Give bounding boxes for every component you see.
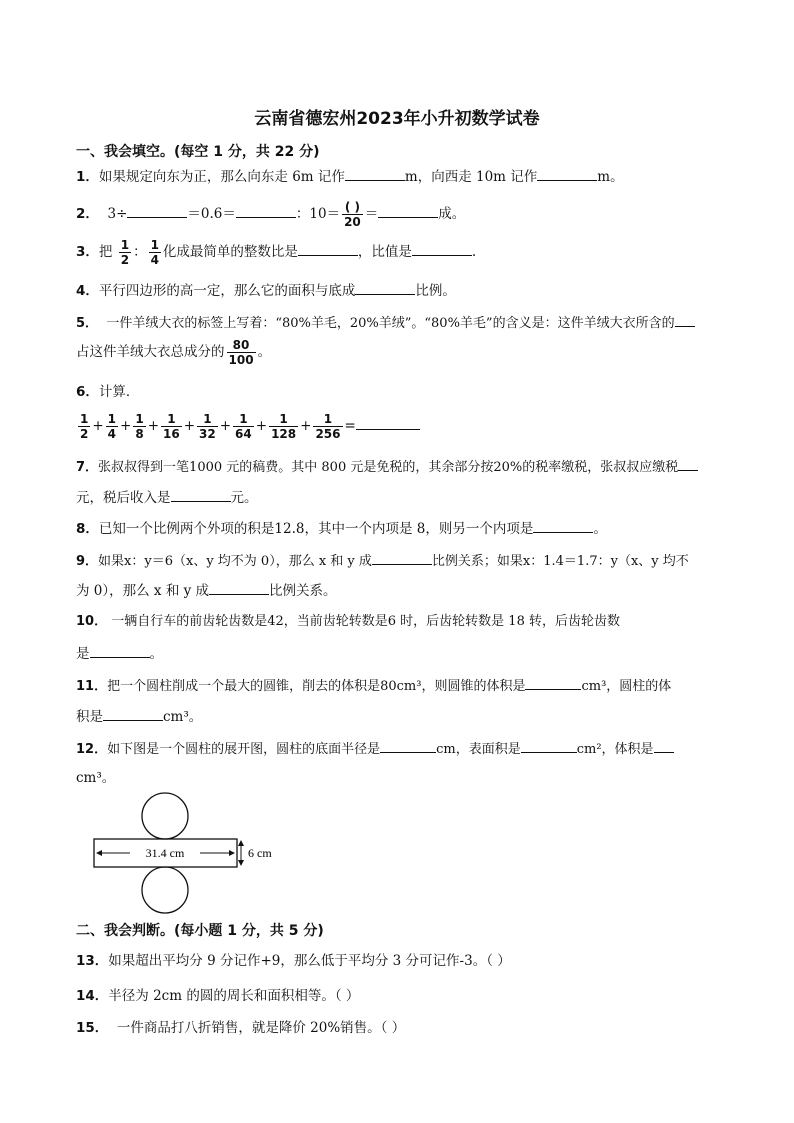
arrowhead-icon <box>96 850 102 856</box>
question-number: 4． <box>76 283 99 299</box>
answer-blank[interactable] <box>90 643 150 658</box>
bottom-circle <box>142 867 188 913</box>
question-15: 15． 一件商品打八折销售，就是降价 20%销售。（ ） <box>76 1020 406 1036</box>
height-label: 6 cm <box>248 846 272 860</box>
arrowhead-icon <box>238 840 244 846</box>
question-7: 7．张叔叔得到一笔1000 元的稿费。其中 800 元是免税的，其余部分按20%的税率缴税，张叔叔应缴税 <box>76 456 754 478</box>
section-heading-fill: 一、我会填空。(每空 1 分，共 22 分) <box>76 144 320 160</box>
question-6: 6．计算． <box>76 384 140 400</box>
question-10: 10． 一辆自行车的前齿轮齿数是42，当前齿轮转数是6 时，后齿轮转数是 18 转，后齿轮齿数 <box>76 614 620 629</box>
answer-blank[interactable] <box>355 280 415 295</box>
question-12: 12．如下图是一个圆柱的展开图，圆柱的底面半径是 cm，表面积是 cm²，体积是 <box>76 738 754 760</box>
page-title: 云南省德宏州2023年小升初数学试卷 <box>254 109 540 129</box>
question-number: 12． <box>76 742 108 757</box>
fraction: $\frac{( )}{20}$ <box>344 200 361 229</box>
cylinder-net-figure <box>90 790 290 924</box>
answer-blank[interactable] <box>372 550 432 565</box>
question-number: 11． <box>76 679 108 694</box>
fraction: $\frac{1}{16}$ <box>163 412 180 441</box>
question-number: 14． <box>76 988 109 1004</box>
plus-sign: + <box>92 418 104 434</box>
question-10-cont: 是 。 <box>76 643 754 664</box>
fraction: $\frac{1}{128}$ <box>271 412 297 441</box>
question-4: 4．平行四边形的高一定，那么它的面积与底成 比例。 <box>76 280 754 301</box>
fraction: $\frac{1}{2}$ <box>80 412 89 441</box>
question-14: 14．半径为 2cm 的圆的周长和面积相等。（ ） <box>76 988 360 1004</box>
question-5: 5． 一件羊绒大衣的标签上写着：“80%羊毛，20%羊绒”。“80%羊毛”的含义是：这件羊绒大衣所含的 <box>76 312 754 334</box>
fraction: $\frac{80}{100}$ <box>228 338 254 367</box>
question-6-expression <box>76 408 754 444</box>
fraction: $\frac{1}{4}$ <box>107 412 117 441</box>
question-11-cont: 积是 cm³。 <box>76 706 754 727</box>
question-number: 5． <box>76 316 99 331</box>
answer-blank[interactable] <box>236 203 296 218</box>
answer-blank[interactable] <box>380 738 436 753</box>
question-11: 11．把一个圆柱削成一个最大的圆锥，削去的体积是80cm³，则圆锥的体积是 cm³，圆柱的体 <box>76 675 754 697</box>
plus-sign: + <box>147 418 160 434</box>
question-5-cont: 占这件羊绒大衣总成分的 $\frac{80}{100}$ 。 <box>76 338 272 367</box>
arrowhead-icon <box>238 860 244 866</box>
plus-sign: + <box>183 418 196 434</box>
answer-blank[interactable] <box>678 456 698 471</box>
question-9: 9．如果x：y＝6（x、y 均不为 0），那么 x 和 y 成 比例关系；如果x：1.4＝1.7：y（x、y 均不 <box>76 550 754 572</box>
question-1: 1．如果规定向东为正，那么向东走 6m 记作 m，向西走 10m 记作 m。 <box>76 166 754 187</box>
question-number: 1． <box>76 169 99 185</box>
fraction: $\frac{1}{32}$ <box>199 412 216 441</box>
cylinder-net-svg <box>90 790 290 920</box>
question-number: 6． <box>76 384 99 400</box>
answer-blank[interactable] <box>378 203 438 218</box>
answer-blank[interactable] <box>209 580 269 595</box>
fraction: $\frac{1}{256}$ <box>315 412 341 441</box>
answer-blank[interactable] <box>127 203 187 218</box>
question-number: 15． <box>76 1020 109 1036</box>
plus-sign: + <box>120 418 132 434</box>
answer-blank[interactable] <box>525 675 581 690</box>
answer-blank[interactable] <box>412 241 472 256</box>
question-number: 7． <box>76 460 99 475</box>
answer-blank[interactable] <box>537 166 597 181</box>
question-3: 3．把 $\frac{1}{2}$ ： $\frac{1}{4}$ 化成最简单的整数比是 ，比值是 . <box>76 238 477 267</box>
answer-blank[interactable] <box>298 241 358 256</box>
answer-blank[interactable] <box>171 487 231 502</box>
answer-blank[interactable] <box>356 415 420 430</box>
answer-blank[interactable] <box>103 706 163 721</box>
answer-blank[interactable] <box>521 738 577 753</box>
question-12-cont: cm³。 <box>76 770 116 786</box>
plus-sign: + <box>255 418 268 434</box>
question-13: 13．如果超出平均分 9 分记作+9，那么低于平均分 3 分可记作-3。（ ） <box>76 953 511 969</box>
question-number: 3． <box>76 244 99 260</box>
plus-sign: + <box>300 418 312 434</box>
section-heading-judge: 二、我会判断。(每小题 1 分，共 5 分) <box>76 923 324 939</box>
fraction: $\frac{1}{64}$ <box>235 412 252 441</box>
answer-blank[interactable] <box>533 518 593 533</box>
question-number: 13． <box>76 953 109 969</box>
question-number: 9． <box>76 554 99 569</box>
equals-sign: = <box>344 418 356 434</box>
width-label: 31.4 cm <box>145 846 185 860</box>
question-8: 8．已知一个比例两个外项的积是12.8，其中一个内项是 8，则另一个内项是 。 <box>76 518 754 539</box>
answer-blank[interactable] <box>345 166 405 181</box>
question-7-cont: 元，税后收入是 元。 <box>76 487 754 508</box>
answer-blank[interactable] <box>675 312 695 327</box>
plus-sign: + <box>219 418 232 434</box>
question-number: 10． <box>76 614 108 629</box>
top-circle <box>142 793 188 839</box>
answer-blank[interactable] <box>654 738 674 753</box>
question-number: 2． <box>76 206 99 222</box>
question-9-cont: 为 0），那么 x 和 y 成 比例关系。 <box>76 580 754 601</box>
arrowhead-icon <box>229 850 235 856</box>
question-number: 8． <box>76 521 99 537</box>
fraction: $\frac{1}{2}$ <box>120 238 130 267</box>
fraction: $\frac{1}{4}$ <box>150 238 159 267</box>
question-2: 2． 3÷ ＝0.6＝ ：10＝ $\frac{( )}{20}$ ＝ 成。 <box>76 200 466 229</box>
fraction: $\frac{1}{8}$ <box>135 412 144 441</box>
